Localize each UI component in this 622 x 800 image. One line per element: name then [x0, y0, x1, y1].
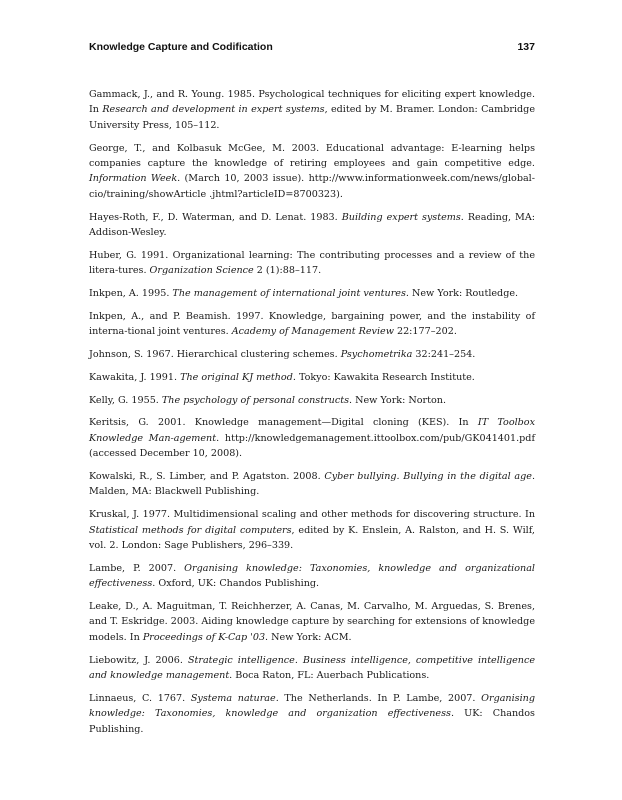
- reference-text: . New York: Norton.: [349, 394, 447, 406]
- reference-italic-text: Statistical methods for digital computers: [89, 524, 292, 536]
- reference-entry: [89, 347, 535, 362]
- reference-entry: [89, 87, 535, 133]
- reference-entry: [89, 248, 535, 279]
- reference-list: [89, 87, 535, 744]
- reference-text: Linnaeus, C. 1767.: [89, 692, 191, 704]
- reference-text: . New York: Routledge.: [405, 288, 519, 300]
- reference-text: 2 (1):88–117.: [253, 265, 322, 277]
- running-title: Knowledge Capture and Codification: [89, 41, 273, 53]
- reference-entry: [89, 141, 535, 203]
- reference-text: 32:241–254.: [412, 349, 476, 361]
- reference-italic-text: Organization Science: [149, 265, 254, 277]
- reference-entry: [89, 691, 535, 737]
- reference-text: Kowalski, R., S. Limber, and P. Agatston. 2008.: [89, 471, 325, 483]
- reference-entry: [89, 393, 535, 408]
- reference-italic-text: Information Week: [89, 173, 178, 185]
- reference-entry: [89, 599, 535, 645]
- reference-entry: [89, 309, 535, 340]
- reference-entry: [89, 561, 535, 592]
- reference-text: , edited by K. Enslein, A. Ralston, and H. S. Wilf, vol. 2. London: Sage Publishers, 296–339.: [89, 524, 535, 552]
- reference-entry: [89, 415, 535, 461]
- reference-text: . New York: ACM.: [265, 631, 352, 643]
- reference-italic-text: Strategic intelligence. Business intelligence, competitive intelligence and knowledge management: [89, 654, 535, 682]
- reference-text: Leake, D., A. Maguitman, T. Reichherzer, A. Canas, M. Carvalho, M. Arguedas, S. Brenes, and T. Eskridge. 2003. Aiding knowledge capture by searching for extensions of knowledge models. In: [89, 601, 535, 643]
- reference-text: Inkpen, A. 1995.: [89, 288, 173, 300]
- reference-italic-text: IT Toolbox Knowledge Man-agement: [89, 417, 535, 444]
- reference-text: Inkpen, A., and P. Beamish. 1997. Knowledge, bargaining power, and the instability of interna-tional joint ventures.: [89, 310, 535, 338]
- reference-text: . Tokyo: Kawakita Research Institute.: [292, 371, 475, 383]
- reference-text: . UK: Chandos Publishing.: [89, 708, 535, 735]
- reference-italic-text: Research and development in expert systems: [102, 104, 325, 116]
- reference-entry: [89, 286, 535, 301]
- reference-italic-text: Organising knowledge: Taxonomies, knowledge and organizational effectiveness: [89, 562, 535, 590]
- page-number: 137: [517, 41, 535, 53]
- reference-text: Huber, G. 1991. Organizational learning: The contributing processes and a review of the litera-tures.: [89, 249, 535, 277]
- reference-italic-text: Psychometrika: [340, 349, 413, 361]
- reference-text: Kawakita, J. 1991.: [89, 371, 181, 383]
- reference-text: . Reading, MA: Addison-Wesley.: [89, 211, 536, 239]
- reference-entry: [89, 469, 535, 500]
- reference-entry: [89, 370, 535, 385]
- reference-text: . The Netherlands. In P. Lambe, 2007.: [275, 692, 482, 704]
- reference-text: Kelly, G. 1955.: [89, 394, 162, 406]
- reference-entry: [89, 507, 535, 553]
- reference-italic-text: Building expert systems: [341, 211, 461, 223]
- reference-text: . Oxford, UK: Chandos Publishing.: [152, 578, 320, 590]
- reference-text: . Malden, MA: Blackwell Publishing.: [89, 471, 536, 498]
- reference-text: , edited by M. Bramer. London: Cambridge University Press, 105–112.: [89, 104, 535, 131]
- reference-text: 22:177–202.: [393, 326, 457, 338]
- reference-text: . http://knowledgemanagement.ittoolbox.com/pub/GK041401.pdf (accessed December 10, 2008).: [89, 432, 535, 460]
- reference-italic-text: Cyber bullying. Bullying in the digital age: [324, 471, 532, 483]
- reference-italic-text: Proceedings of K-Cap '03: [142, 631, 266, 643]
- reference-text: Hayes-Roth, F., D. Waterman, and D. Lenat. 1983.: [89, 211, 342, 223]
- reference-text: Gammack, J., and R. Young. 1985. Psychological techniques for eliciting expert knowledge. In: [89, 89, 535, 116]
- reference-italic-text: Systema naturae: [190, 692, 276, 704]
- reference-italic-text: The original KJ method: [180, 371, 293, 383]
- reference-text: . Boca Raton, FL: Auerbach Publications.: [229, 670, 430, 682]
- reference-text: Lambe, P. 2007.: [89, 562, 185, 574]
- reference-text: Liebowitz, J. 2006.: [89, 654, 188, 666]
- reference-italic-text: Organising knowledge: Taxonomies, knowledge and organization effectiveness: [89, 692, 535, 720]
- reference-text: . (March 10, 2003 issue). http://www.informationweek.com/news/global-cio/training/showArticle .jhtml?articleID=8700323).: [89, 173, 535, 200]
- reference-italic-text: The management of international joint ventures: [172, 288, 406, 300]
- reference-text: Johnson, S. 1967. Hierarchical clustering schemes.: [89, 349, 341, 361]
- reference-text: Kruskal, J. 1977. Multidimensional scaling and other methods for discovering structure. In: [89, 509, 535, 521]
- reference-entry: [89, 210, 535, 241]
- reference-italic-text: The psychology of personal constructs: [161, 394, 349, 406]
- reference-italic-text: Academy of Management Review: [231, 326, 394, 338]
- reference-entry: [89, 653, 535, 684]
- reference-text: George, T., and Kolbasuk McGee, M. 2003. Educational advantage: E-learning helps companies capture the knowledge of retiring employees and gain competitive edge.: [89, 142, 535, 170]
- reference-text: Keritsis, G. 2001. Knowledge management—Digital cloning (KES). In: [89, 417, 478, 429]
